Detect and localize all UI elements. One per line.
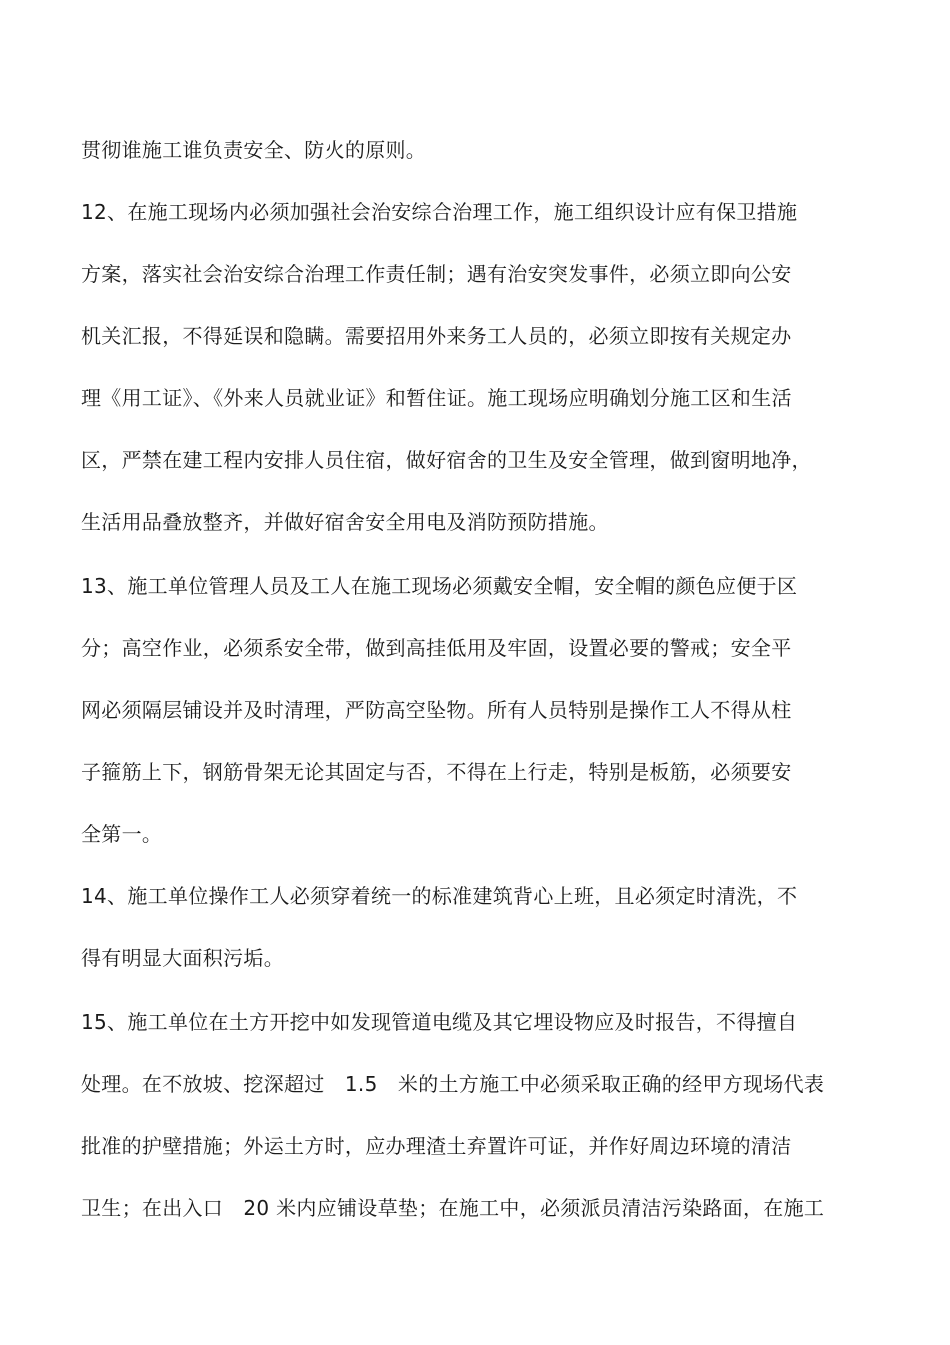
text-line: 方案，落实社会治安综合治理工作责任制；遇有治安突发事件，必须立即向公安 <box>81 262 792 286</box>
text-line: 15、施工单位在土方开挖中如发现管道电缆及其它埋设物应及时报告，不得擅自 <box>81 1010 798 1034</box>
text-line: 分；高空作业，必须系安全带，做到高挂低用及牢固，设置必要的警戒；安全平 <box>81 636 792 660</box>
text-line: 13、施工单位管理人员及工人在施工现场必须戴安全帽，安全帽的颜色应便于区 <box>81 574 798 598</box>
text-line: 批准的护壁措施；外运土方时，应办理渣土弃置许可证，并作好周边环境的清洁 <box>81 1134 792 1158</box>
text-line: 处理。在不放坡、挖深超过 1.5 米的土方施工中必须采取正确的经甲方现场代表 <box>81 1072 825 1096</box>
text-line: 贯彻谁施工谁负责安全、防火的原则。 <box>81 138 427 162</box>
text-line: 12、在施工现场内必须加强社会治安综合治理工作，施工组织设计应有保卫措施 <box>81 200 798 224</box>
text-line: 区，严禁在建工程内安排人员住宿，做好宿舍的卫生及安全管理，做到窗明地净， <box>81 448 812 472</box>
text-line: 子箍筋上下，钢筋骨架无论其固定与否，不得在上行走，特别是板筋，必须要安 <box>81 760 792 784</box>
text-line: 14、施工单位操作工人必须穿着统一的标准建筑背心上班，且必须定时清洗，不 <box>81 884 798 908</box>
text-line: 生活用品叠放整齐，并做好宿舍安全用电及消防预防措施。 <box>81 510 609 534</box>
text-line: 全第一。 <box>81 822 163 846</box>
text-line: 得有明显大面积污垢。 <box>81 946 284 970</box>
text-line: 卫生；在出入口 20 米内应铺设草垫；在施工中，必须派员清洁污染路面，在施工 <box>81 1196 825 1220</box>
text-line: 网必须隔层铺设并及时清理，严防高空坠物。所有人员特别是操作工人不得从柱 <box>81 698 792 722</box>
text-line: 机关汇报，不得延误和隐瞒。需要招用外来务工人员的，必须立即按有关规定办 <box>81 324 792 348</box>
text-line: 理《用工证》、《外来人员就业证》和暂住证。施工现场应明确划分施工区和生活 <box>81 386 792 410</box>
